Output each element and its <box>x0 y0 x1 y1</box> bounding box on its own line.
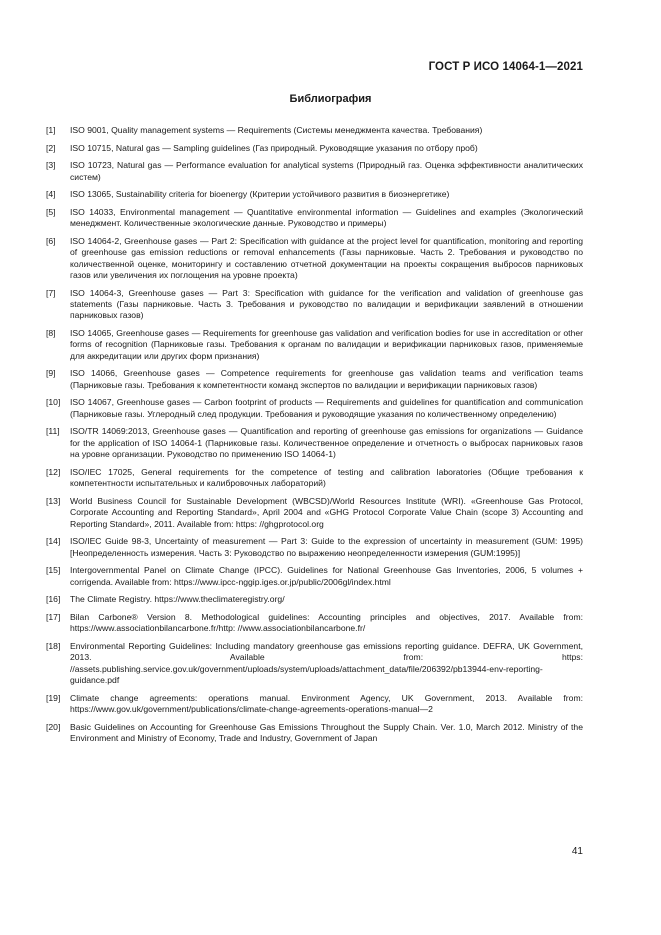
bibliography-item-text: ISO 14067, Greenhouse gases — Carbon footprint of products — Requirements and guidelines for quantification and communication (Парниковые газы. Углеродный след продукции. Требования и руководящие указания по количественному определению) <box>70 397 583 419</box>
bibliography-item <box>46 125 583 136</box>
document-code: ГОСТ Р ИСО 14064-1—2021 <box>428 61 583 73</box>
bibliography-item <box>46 641 583 687</box>
bibliography-item-text: ISO 10723, Natural gas — Performance evaluation for analytical systems (Природный газ. Оценка эффективности аналитических систем) <box>70 160 583 182</box>
bibliography-item-number: [3] <box>46 160 56 171</box>
bibliography-item <box>46 160 583 183</box>
bibliography-item <box>46 207 583 230</box>
bibliography-item-number: [19] <box>46 692 61 703</box>
bibliography-item <box>46 693 583 716</box>
bibliography-item-text: ISO 9001, Quality management systems — Requirements (Системы менеджмента качества. Требования) <box>70 125 483 135</box>
bibliography-item-text: ISO/IEC Guide 98-3, Uncertainty of measurement — Part 3: Guide to the expression of uncertainty in measurement (GUM: 1995) [Неопределенность измерения. Часть 3: Руководство по выражению неопределенности измерения (GUM:1995)] <box>70 536 583 558</box>
bibliography-item-number: [16] <box>46 594 61 605</box>
section-title: Библиография <box>289 93 372 105</box>
bibliography-item-text: The Climate Registry. https://www.theclimateregistry.org/ <box>70 594 285 605</box>
bibliography-item <box>46 397 583 420</box>
bibliography-item-number: [5] <box>46 206 56 217</box>
bibliography-item-text: Bilan Carbone® Version 8. Methodological guidelines: Accounting principles and objectives, 2017. Available from: https://www.associationbilancarbone.fr/http: //www.associationbilancarbone.fr/ <box>70 611 583 634</box>
bibliography-item-text: ISO 14033, Environmental management — Quantitative environmental information — Guidelines and examples (Экологический менеджмент. Количественные экологические данные. Руководство и примеры) <box>70 206 583 229</box>
bibliography-item <box>46 189 583 200</box>
bibliography-item-text: ISO/IEC 17025, General requirements for the competence of testing and calibration laboratories (Общие требования к компетентности испытательных и калибровочных лабораторий) <box>70 466 583 489</box>
bibliography-item-text: Environmental Reporting Guidelines: Including mandatory greenhouse gas emissions reporting guidance. DEFRA, UK Government, 2013. Available from: https: //assets.publishing.service.gov.uk/government/uploads/system/uploads/attachment_data/file/206392/pb13944-env-reporting-guidance.pdf <box>70 640 583 686</box>
bibliography-item-text: ISO 14065, Greenhouse gases — Requirements for greenhouse gas validation and verification bodies for use in accreditation or other forms of recognition (Парниковые газы. Требования к органам по валидации и верификации парниковых газов, применяемые для аккредитации или других форм признания) <box>70 328 583 361</box>
bibliography-item-text: Intergovernmental Panel on Climate Change (IPCC). Guidelines for National Greenhouse Gas Inventories, 2006, 5 volumes + corrigenda. Available from: https://www.ipcc-nggip.iges.or.jp/public/2006gl/index.html <box>70 565 583 587</box>
bibliography-item-number: [2] <box>46 142 56 153</box>
bibliography-item-number: [13] <box>46 495 61 506</box>
bibliography-item-text: Basic Guidelines on Accounting for Greenhouse Gas Emissions Throughout the Supply Chain. Ver. 1.0, March 2012. Ministry of the Environment and Ministry of Economy, Trade and Industry, Government of Japan <box>70 721 583 744</box>
bibliography-item-text: ISO 10715, Natural gas — Sampling guidelines (Газ природный. Руководящие указания по отбору проб) <box>70 142 478 153</box>
bibliography-item <box>46 368 583 391</box>
bibliography-item-number: [18] <box>46 640 61 651</box>
bibliography-item-text: ISO 14064-3, Greenhouse gases — Part 3: Specification with guidance for the verification and validation of greenhouse gas statements (Газы парниковые. Часть 3. Требования и руководство по валидации и верификации заявлений в отношении парниковых газов) <box>70 287 583 321</box>
bibliography-item-number: [15] <box>46 565 61 576</box>
bibliography-item <box>46 328 583 362</box>
bibliography-item-number: [10] <box>46 397 61 408</box>
bibliography-item-text: ISO 13065, Sustainability criteria for bioenergy (Критерии устойчивого развития в биоэнергетике) <box>70 189 450 200</box>
bibliography-item <box>46 536 583 559</box>
bibliography-item <box>46 143 583 154</box>
bibliography-item <box>46 565 583 588</box>
bibliography-item <box>46 467 583 490</box>
bibliography-item-text: ISO 14064-2, Greenhouse gases — Part 2: Specification with guidance at the project level for quantification, monitoring and reporting of greenhouse gas emission reductions or removal enhancements (Газы парниковые. Часть 2. Требования и руководство по количественной оценке, мониторингу и составлению отчетной документации на проекты сокращения выбросов парниковых газов или увеличения их поглощения на уровне проекта) <box>70 235 583 280</box>
bibliography-item-number: [20] <box>46 721 61 732</box>
bibliography-item-number: [4] <box>46 189 56 200</box>
page-number: 41 <box>571 846 583 857</box>
bibliography-item-text: Climate change agreements: operations manual. Environment Agency, UK Government, 2013. Available from: https://www.gov.uk/government/publications/climate-change-agreements-operations-manual—2 <box>70 692 583 715</box>
bibliography-item <box>46 288 583 322</box>
bibliography-item <box>46 496 583 530</box>
bibliography-item-number: [9] <box>46 368 56 379</box>
bibliography-item <box>46 594 583 605</box>
bibliography-item-text: ISO/TR 14069:2013, Greenhouse gases — Quantification and reporting of greenhouse gas emissions for organizations — Guidance for the application of ISO 14064-1 (Парниковые газы. Количественное определение и отчетность о выбросах парниковых газов на уровне организации. Руководство по применению ISO 14064-1) <box>70 426 583 460</box>
bibliography-item-number: [1] <box>46 125 56 135</box>
bibliography-item-number: [11] <box>46 426 60 437</box>
bibliography-item-text: ISO 14066, Greenhouse gases — Competence requirements for greenhouse gas validation teams and verification teams (Парниковые газы. Требования к компетентности команд экспертов по валидации и верификации парниковых газов) <box>70 368 583 390</box>
bibliography-list <box>46 125 583 751</box>
bibliography-item-text: World Business Council for Sustainable Development (WBCSD)/World Resources Institute (WRI). «Greenhouse Gas Protocol, Corporate Accounting and Reporting Standard», April 2004 and «GHG Protocol Corporate Value Chain (scope 3) Accounting and Reporting Standard», 2011. Available from: https: //ghgprotocol.org <box>70 495 583 529</box>
bibliography-item <box>46 426 583 460</box>
bibliography-item <box>46 612 583 635</box>
bibliography-item <box>46 722 583 745</box>
bibliography-item-number: [6] <box>46 235 56 246</box>
bibliography-item <box>46 236 583 282</box>
bibliography-item-number: [12] <box>46 466 61 477</box>
bibliography-item-number: [7] <box>46 287 56 298</box>
bibliography-item-number: [8] <box>46 328 56 338</box>
bibliography-item-number: [17] <box>46 611 61 622</box>
bibliography-item-number: [14] <box>46 536 61 547</box>
